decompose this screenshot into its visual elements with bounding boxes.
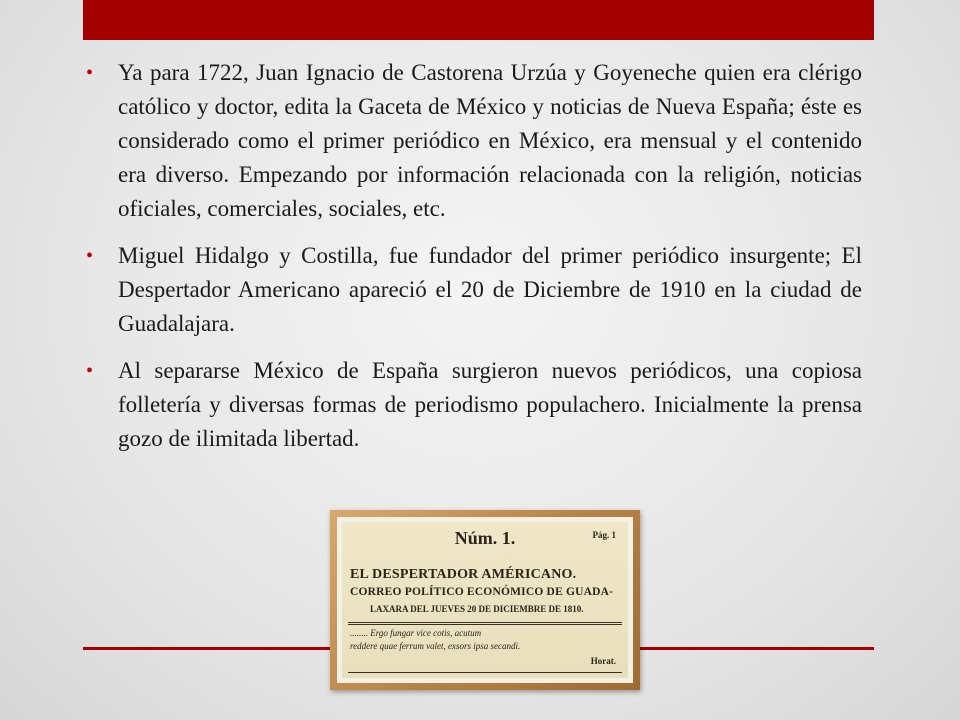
newspaper-title: EL DESPERTADOR AMÉRICANO. [350,567,577,582]
divider-left [83,647,333,650]
bullet-text-2: Miguel Hidalgo y Costilla, fue fundador del primer periódico insurgente; El Despertador Americano apareció el 20 de Diciembre de 1910 en la ciudad de Guadalajara. [118,243,862,336]
bullet-item-2 [86,239,862,341]
bullet-item-1 [86,56,862,226]
bullet-dot: • [86,360,94,382]
frame-mat [337,517,633,683]
newspaper-date: LAXARA DEL JUEVES 20 DE DICIEMBRE DE 1810. [370,604,584,614]
newspaper-image-frame [330,510,640,690]
newspaper-subtitle: CORREO POLÍTICO ECONÓMICO DE GUADA- [350,586,614,598]
bullet-dot: • [86,62,94,84]
bullet-list [86,56,862,469]
newspaper-clipping [342,522,628,678]
bullet-item-3 [86,354,862,456]
clipping-rule-top-2 [348,624,622,625]
quote-line-1: ........ Ergo fungar vice cotis, acutum [350,628,482,638]
quote-attribution: Horat. [590,656,616,666]
issue-number: Núm. 1. [454,528,516,548]
bullet-text-3: Al separarse México de España surgieron nuevos periódicos, una copiosa folletería y diversas formas de periodismo populachero. Inicialmente la prensa gozo de ilimitada libertad. [118,358,862,451]
bullet-dot: • [86,245,94,267]
clipping-rule-bottom [348,672,622,673]
page-number: Pág. 1 [592,530,616,540]
divider-right [634,647,874,650]
clipping-rule-top [348,622,622,623]
quote-line-2: reddere quae ferrum valet, exsors ipsa secandi. [350,641,521,651]
bullet-text-1: Ya para 1722, Juan Ignacio de Castorena Urzúa y Goyeneche quien era clérigo católico y doctor, edita la Gaceta de México y noticias de Nueva España; éste es considerado como el primer periódico en México, era mensual y el contenido era diverso. Empezando por información relacionada con la religión, noticias oficiales, comerciales, sociales, etc. [118,60,862,221]
header-bar [83,0,874,40]
